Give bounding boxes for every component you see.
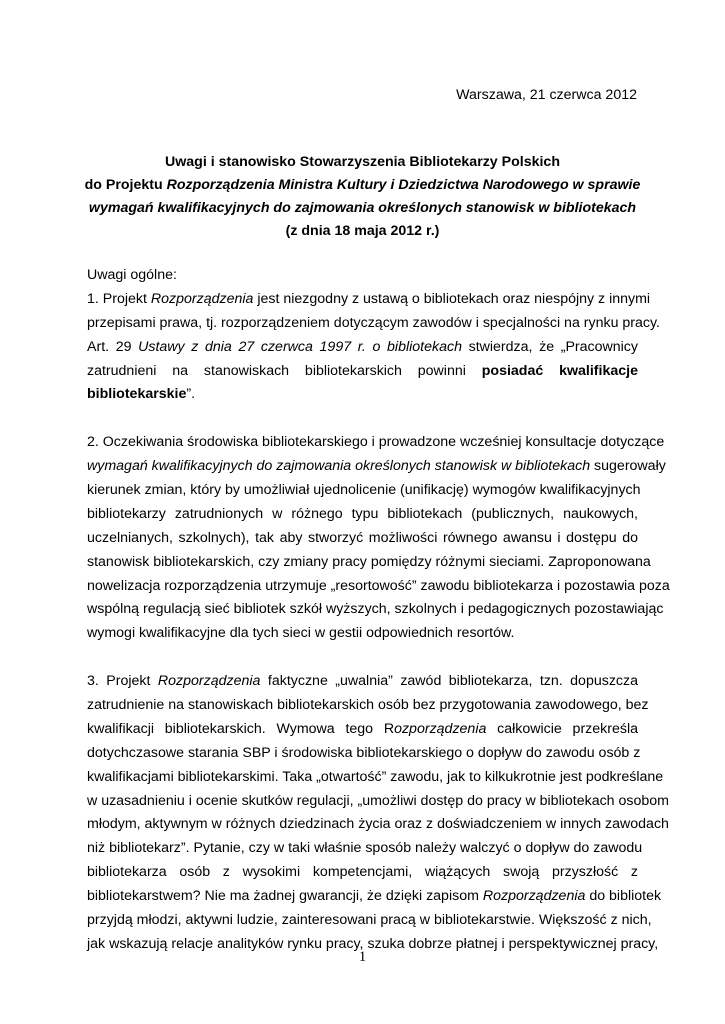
paragraph-2-line: bibliotekarzy zatrudnionych w różnego typu bibliotekach (publicznych, naukowych,: [87, 505, 638, 522]
date-line: Warszawa, 21 czerwca 2012: [456, 87, 637, 103]
paragraph-3-line: [87, 718, 638, 742]
text-run: jest niezgodny z ustawą o bibliotekach oraz niespójny z innymi: [253, 290, 651, 307]
paragraph-gap: [87, 646, 638, 670]
title-line-2: [70, 174, 655, 197]
title-line-2-prefix: do Projektu: [84, 177, 167, 193]
text-run: zatrudnieni na stanowiskach bibliotekarskich powinni: [87, 362, 482, 379]
text-run: kwalifikacji bibliotekarskich. Wymowa tego R: [87, 720, 395, 737]
text-run: bibliotekarstwem? Nie ma żadnej gwarancji, że dzięki zapisom: [87, 888, 483, 905]
paragraph-1-line: [87, 383, 638, 407]
paragraph-2-line: uczelnianych, szkolnych), tak aby stworzyć możliwości równego awansu i dostępu do: [87, 529, 638, 546]
page-number: 1: [358, 949, 367, 965]
paragraph-3-line: w uzasadnieniu i ocenie skutków regulacji, „umożliwi dostęp do pracy w bibliotekach osobom: [87, 792, 669, 809]
text-run-italic: Ustawy z dnia 27 czerwca 1997 r. o bibliotekach: [138, 338, 462, 355]
paragraph-2-line: stanowisk bibliotekarskich, czy zmiany pracy pomiędzy różnymi sieciami. Zaproponowana: [87, 553, 651, 570]
text-run-italic: Rozporządzenia: [157, 673, 261, 690]
general-remarks-heading: Uwagi ogólne:: [87, 267, 177, 283]
paragraph-1-line: [87, 336, 638, 360]
paragraph-3-line: jak wskazują relacje analityków rynku pracy, szuka dobrze płatnej i perspektywicznej pracy,: [87, 935, 659, 952]
paragraph-1-line: [87, 360, 638, 384]
text-run-italic: Rozporządzenia: [150, 290, 254, 307]
text-run-bold: posiadać kwalifikacje: [481, 362, 638, 379]
paragraph-2: [87, 431, 670, 646]
paragraph-2-line: [87, 455, 666, 479]
paragraph-3-line: [87, 885, 662, 909]
paragraph-1-line: przepisami prawa, tj. rozporządzeniem dotyczącym zawodów i specjalności na rynku pracy.: [87, 314, 660, 331]
text-run: ”.: [186, 386, 196, 403]
paragraph-3-line: kwalifikacjami bibliotekarskimi. Taka „otwartość” zawodu, jak to kilkukrotnie jest podkreślane: [87, 768, 664, 785]
text-run: faktyczne „uwalnia” zawód bibliotekarza, tzn. dopuszcza: [260, 673, 638, 690]
paragraph-1-line: [87, 288, 651, 312]
text-run-italic: wymagań kwalifikacyjnych do zajmowania określonych stanowisk w bibliotekach: [87, 458, 591, 475]
text-run: 3. Projekt: [87, 673, 158, 690]
paragraph-3-line: przyjdą młodzi, aktywni ludzie, zainteresowani pracą w bibliotekarstwie. Większość z nich,: [87, 912, 652, 929]
text-run-italic: ozporządzenia: [394, 720, 487, 737]
text-run: stwierdza, że „Pracownicy: [461, 338, 638, 355]
text-run-italic: Rozporządzenia: [482, 888, 586, 905]
paragraph-3-line: młodym, aktywnym w różnych dziedzinach życia oraz z doświadczeniem w innych zawodach: [87, 816, 669, 833]
paragraph-gap: [87, 407, 638, 431]
paragraph-2-line: wspólną regulacją sieć bibliotek szkół wyższych, szkolnych i pedagogicznych pozostawiając: [87, 601, 664, 618]
text-run: sugerowały: [590, 458, 666, 475]
paragraph-2-line: wymogi kwalifikacyjne dla tych sieci w gestii odpowiednich resortów.: [87, 625, 515, 642]
text-run: 1. Projekt: [87, 290, 151, 307]
text-run: całkowicie przekreśla: [486, 720, 638, 737]
title-line-2-italic: Rozporządzenia Ministra Kultury i Dziedzictwa Narodowego w sprawie: [166, 177, 641, 193]
text-run: do bibliotek: [585, 888, 662, 905]
paragraph-3-line: [87, 670, 638, 694]
document-title: [70, 151, 655, 243]
paragraph-1: [87, 288, 660, 407]
paragraph-3-line: dotychczasowe starania SBP i środowiska bibliotekarskiego o dopływ do zawodu osób z: [87, 744, 641, 761]
title-line-1: Uwagi i stanowisko Stowarzyszenia Bibliotekarzy Polskich: [164, 154, 560, 170]
title-line-3: [70, 197, 655, 220]
paragraph-2-line: 2. Oczekiwania środowiska bibliotekarskiego i prowadzone wcześniej konsultacje dotyczące: [87, 434, 665, 451]
document-body: [87, 264, 670, 957]
title-line-3-italic: wymagań kwalifikacyjnych do zajmowania określonych stanowisk w bibliotekach: [88, 200, 637, 216]
paragraph-3: [87, 670, 669, 957]
paragraph-3-line: bibliotekarza osób z wysokimi kompetencjami, wiążących swoją przyszłość z: [87, 864, 638, 881]
title-line-4: (z dnia 18 maja 2012 r.): [285, 223, 440, 239]
paragraph-2-line: kierunek zmian, który by umożliwiał ujednolicenie (unifikację) wymogów kwalifikacyjnych: [87, 482, 641, 499]
text-run-bold: bibliotekarskie: [87, 386, 187, 403]
paragraph-3-line: niż bibliotekarz”. Pytanie, czy w taki właśnie sposób należy walczyć o dopływ do zawodu: [87, 840, 643, 857]
text-run: Art. 29: [87, 338, 139, 355]
paragraph-2-line: nowelizacja rozporządzenia utrzymuje „resortowość” zawodu bibliotekarza i pozostawia poza: [87, 577, 670, 594]
paragraph-3-line: zatrudnienie na stanowiskach bibliotekarskich osób bez przygotowania zawodowego, bez: [87, 697, 649, 714]
